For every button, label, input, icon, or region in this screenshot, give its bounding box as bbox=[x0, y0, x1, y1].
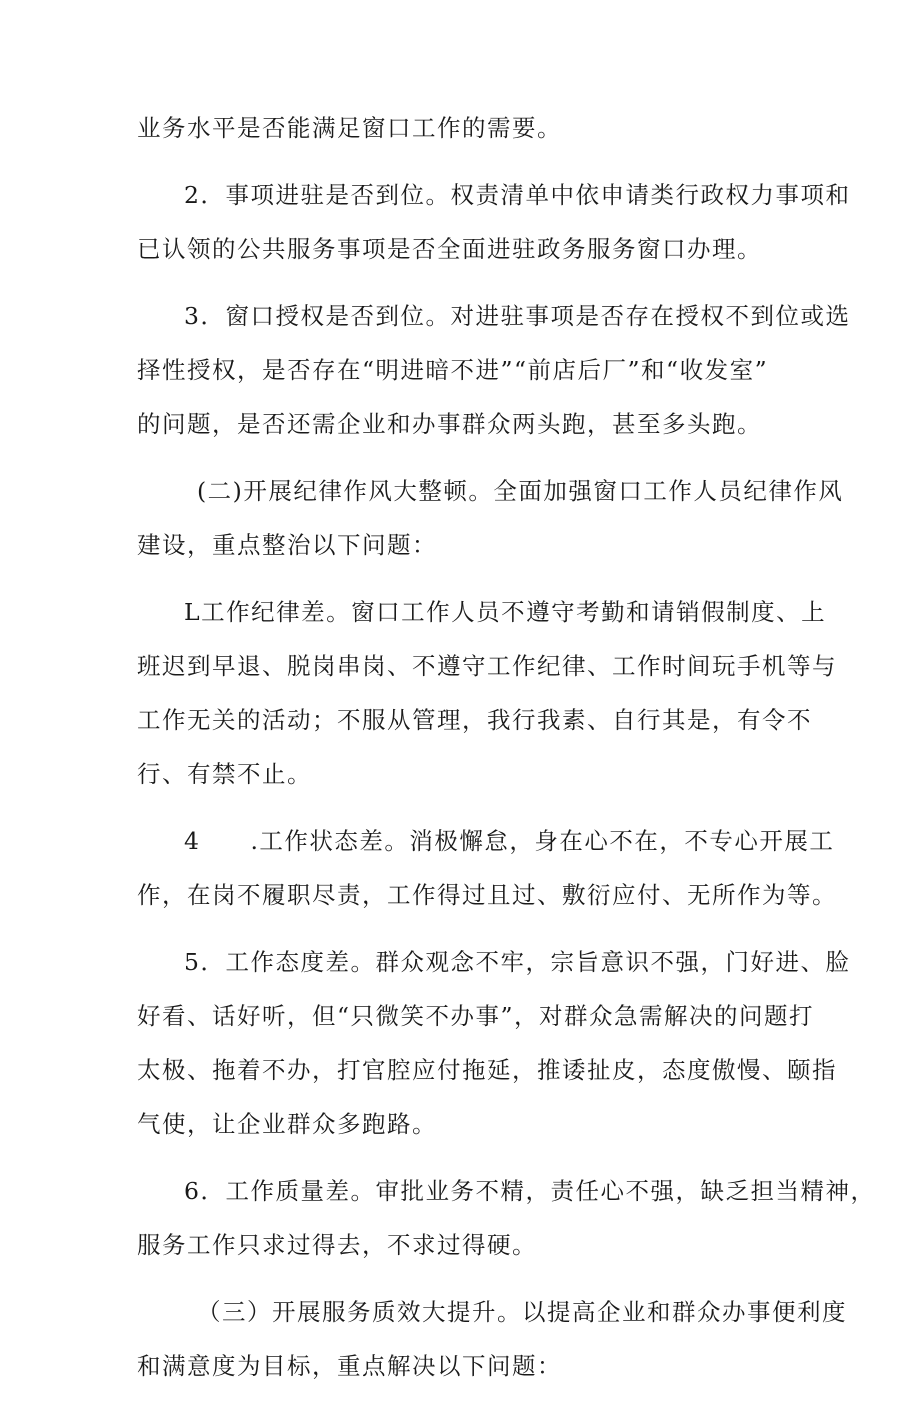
paragraph-item-5-attitude bbox=[137, 935, 851, 1151]
text-line: 作，在岗不履职尽责，工作得过且过、敷衍应付、无所作为等。 bbox=[137, 881, 837, 909]
text-line: 3．窗口授权是否到位。对进驻事项是否存在授权不到位或选 bbox=[184, 302, 851, 330]
text-line: 服务工作只求过得去，不求过得硬。 bbox=[137, 1231, 537, 1259]
document-body bbox=[137, 101, 876, 1406]
paragraph-item-6-quality bbox=[137, 1164, 876, 1272]
text-line: 业务水平是否能满足窗口工作的需要。 bbox=[137, 114, 562, 142]
text-line: 行、有禁不止。 bbox=[137, 760, 312, 788]
text-line: 的问题，是否还需企业和办事群众两头跑，甚至多头跑。 bbox=[137, 410, 762, 438]
text-line: 择性授权，是否存在“明进暗不进”“前店后厂”和“收发室” bbox=[137, 356, 769, 384]
text-line: 4 .工作状态差。消极懈怠，身在心不在，不专心开展工 bbox=[184, 827, 835, 855]
paragraph-item-2 bbox=[137, 168, 851, 276]
text-line: 气使，让企业群众多跑路。 bbox=[137, 1110, 437, 1138]
text-line: 2．事项进驻是否到位。权责清单中依申请类行政权力事项和 bbox=[184, 181, 851, 209]
text-line: L工作纪律差。窗口工作人员不遵守考勤和请销假制度、上 bbox=[184, 598, 827, 626]
paragraph-item-4-state bbox=[137, 814, 837, 922]
paragraph-section-3-heading bbox=[137, 1285, 847, 1393]
text-line: 建设，重点整治以下问题： bbox=[137, 531, 437, 559]
text-line: 太极、拖着不办，打官腔应付拖延，推诿扯皮，态度傲慢、颐指 bbox=[137, 1056, 837, 1084]
text-line: 和满意度为目标，重点解决以下问题： bbox=[137, 1352, 562, 1380]
paragraph-item-1-discipline bbox=[137, 585, 837, 801]
text-line: （三）开展服务质效大提升。以提高企业和群众办事便利度 bbox=[197, 1298, 847, 1326]
text-line: 已认领的公共服务事项是否全面进驻政务服务窗口办理。 bbox=[137, 235, 762, 263]
text-line: 6．工作质量差。审批业务不精，责任心不强，缺乏担当精神， bbox=[184, 1177, 876, 1205]
text-line: 好看、话好听，但“只微笑不办事”，对群众急需解决的问题打 bbox=[137, 1002, 815, 1030]
paragraph-section-2-heading bbox=[137, 464, 844, 572]
paragraph-item-3 bbox=[137, 289, 851, 451]
text-line: (二)开展纪律作风大整顿。全面加强窗口工作人员纪律作风 bbox=[197, 477, 844, 505]
paragraph-continuation bbox=[137, 101, 797, 155]
text-line: 5．工作态度差。群众观念不牢，宗旨意识不强，门好进、脸 bbox=[184, 948, 851, 976]
text-line: 工作无关的活动；不服从管理，我行我素、自行其是，有令不 bbox=[137, 706, 812, 734]
text-line: 班迟到早退、脱岗串岗、不遵守工作纪律、工作时间玩手机等与 bbox=[137, 652, 837, 680]
